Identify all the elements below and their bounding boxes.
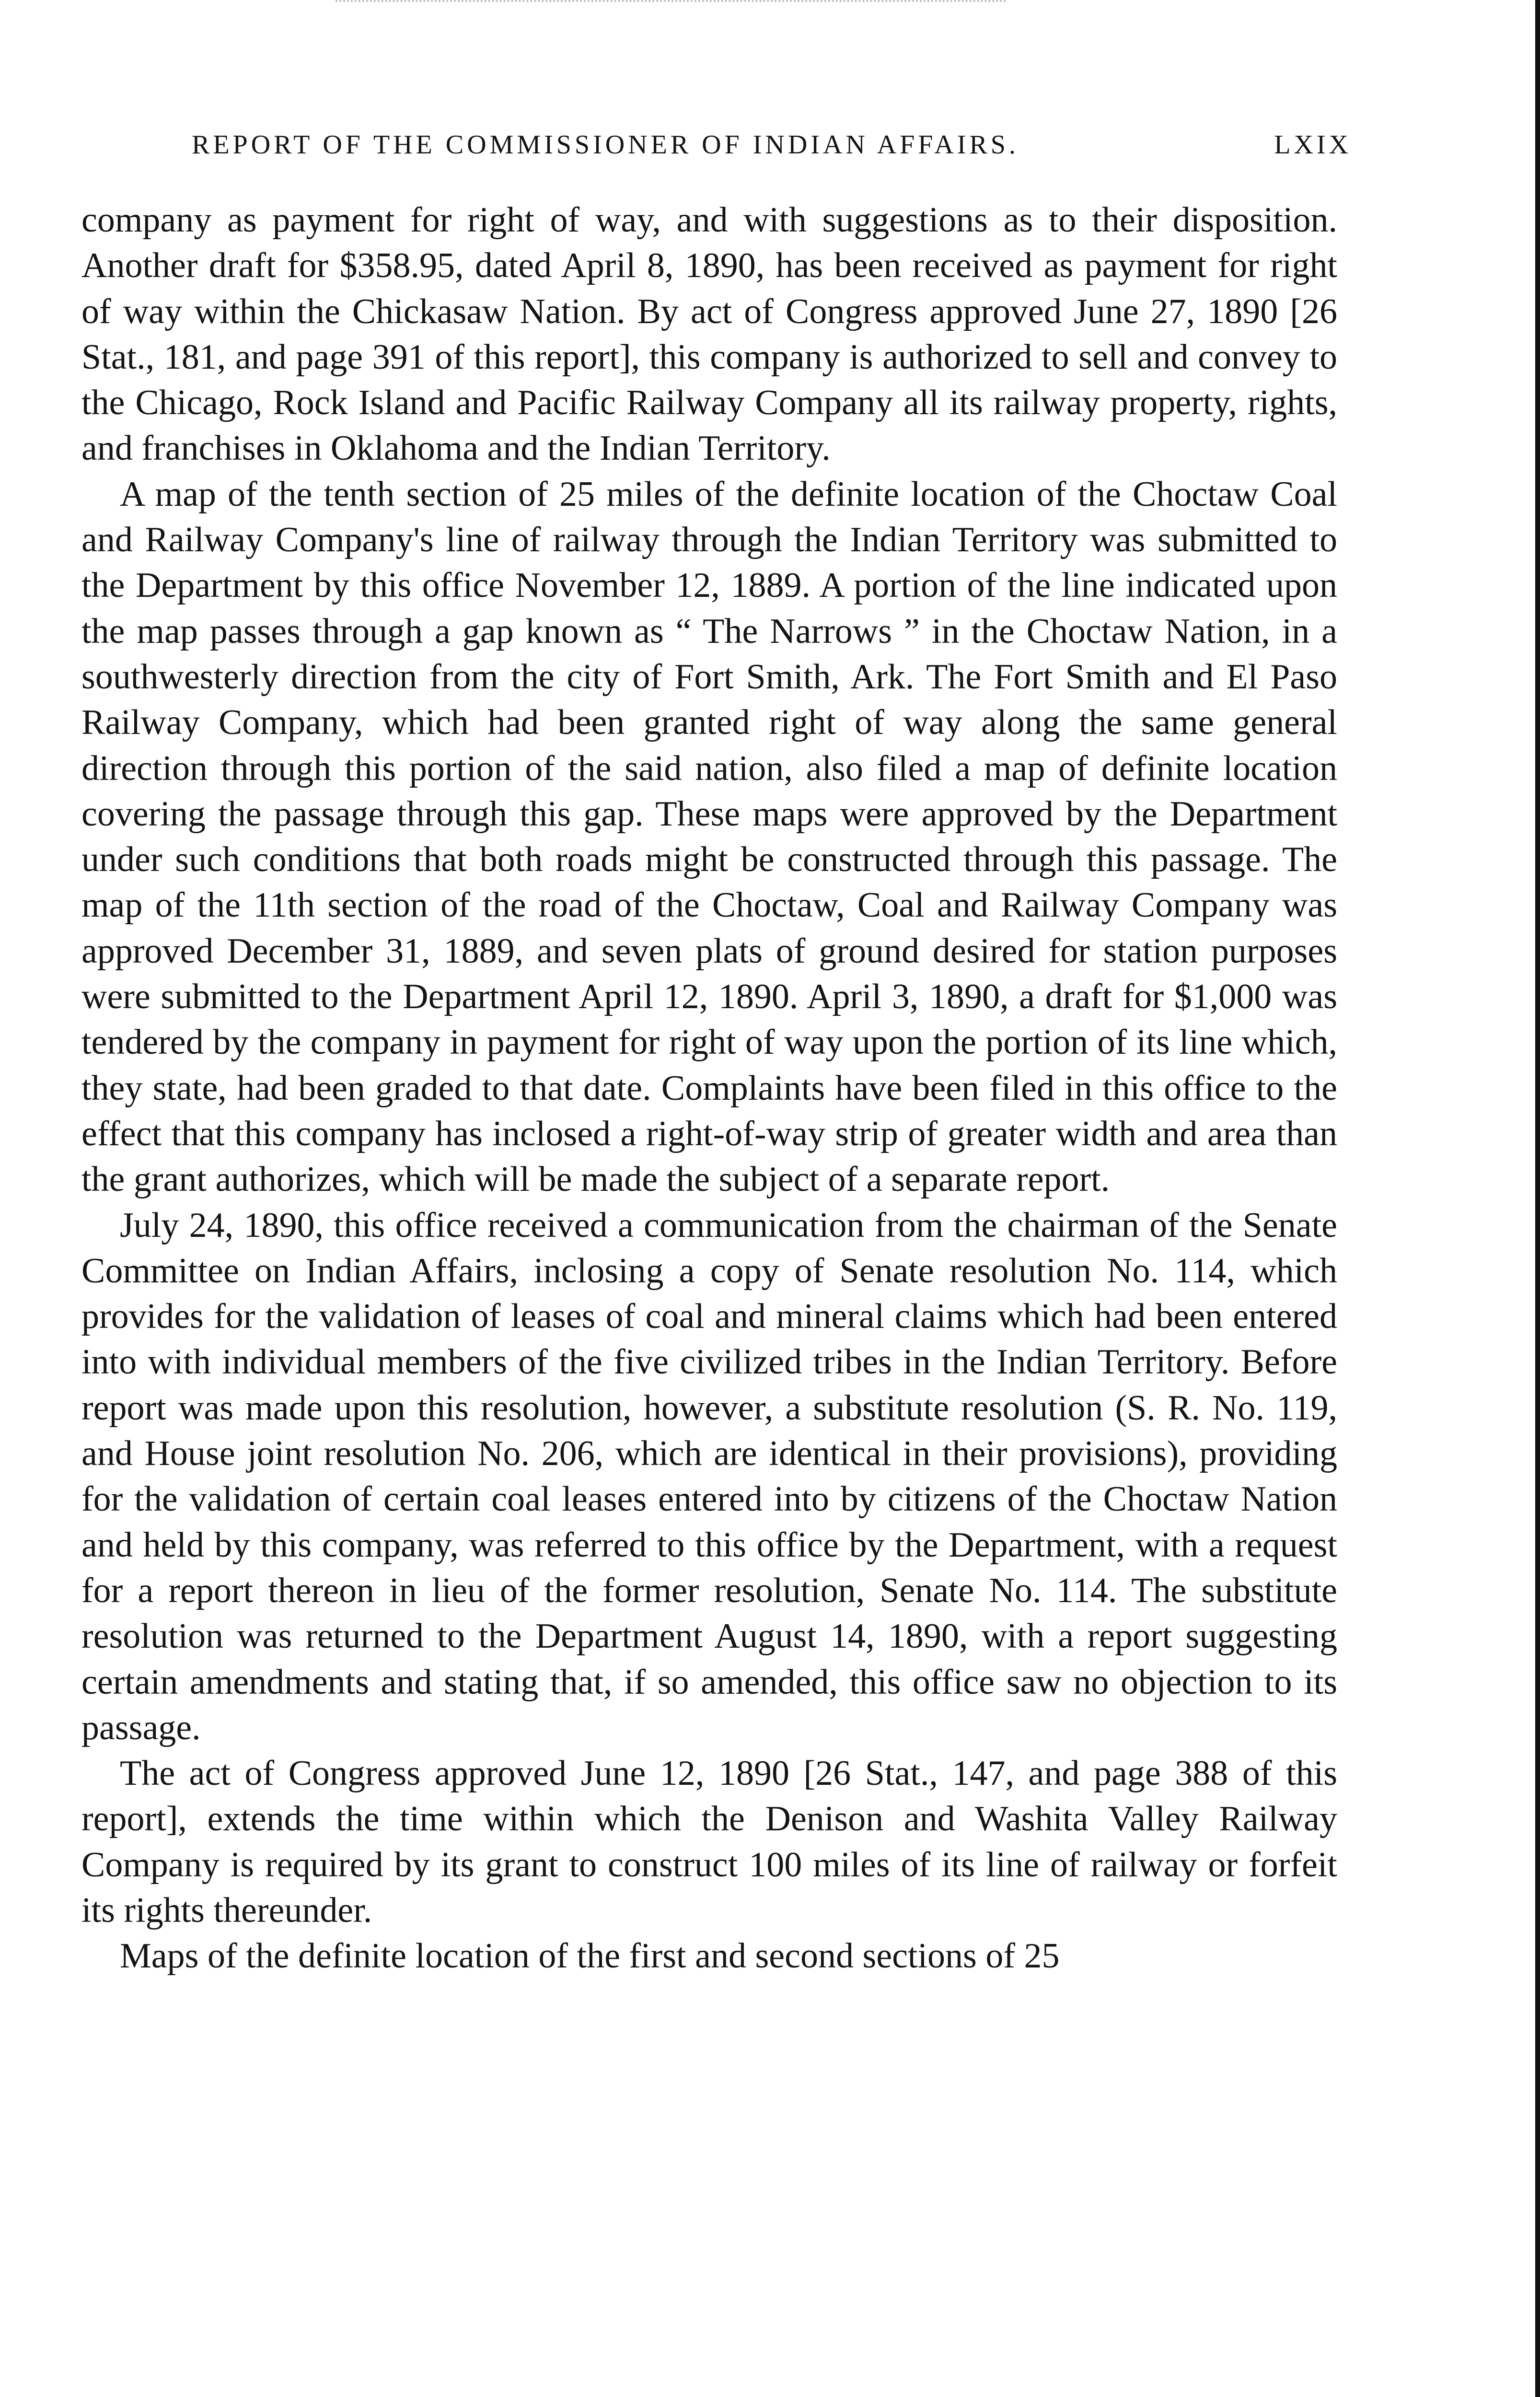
paragraph-choctaw-coal-railway: A map of the tenth section of 25 miles of the definite location of the Choctaw Coal and Railway Company's line of railway through the Indian Territory was submitted to the Department by this office November 12, 1889. A portion of the line indicated upon the map passes through a gap known as “ The Narrows ” in the Choctaw Nation, in a southwesterly direction from the city of Fort Smith, Ark. The Fort Smith and El Paso Railway Company, which had been granted right of way along the same general direction through this portion of the said nation, also filed a map of definite location covering the passage through this gap. These maps were approved by the Department under such conditions that both roads might be constructed through this passage. The map of the 11th section of the road of the Choctaw, Coal and Railway Company was approved December 31, 1889, and seven plats of ground desired for station purposes were submitted to the Department April 12, 1890. April 3, 1890, a draft for $1,000 was tendered by the company in payment for right of way upon the portion of its line which, they state, had been graded to that date. Complaints have been filed in this office to the effect that this company has inclosed a right-of-way strip of greater width and area than the grant authorizes, which will be made the subject of a separate report. <box>81 474 1337 1199</box>
paragraph-denison-washita: The act of Congress approved June 12, 1890 [26 Stat., 147, and page 388 of this report], extends the time within which the Denison and Washita Valley Railway Company is required by its grant to construct 100 miles of its line of railway or forfeit its rights thereunder. <box>81 1754 1337 1930</box>
body-text <box>81 198 1337 1979</box>
running-header <box>192 126 1352 164</box>
paragraph-1-continuation: company as payment for right of way, and with suggestions as to their disposition. Another draft for $358.95, dated April 8, 1890, has been received as payment for right of way within the Chickasaw Nation. By act of Congress approved June 27, 1890 [26 Stat., 181, and page 391 of this report], this company is authorized to sell and convey to the Chicago, Rock Island and Pacific Railway Company all its railway property, rights, and franchises in Oklahoma and the Indian Territory. <box>81 200 1337 468</box>
paragraph-maps-definite-location: Maps of the definite location of the first and second sections of 25 <box>120 1936 1060 1976</box>
running-title: REPORT OF THE COMMISSIONER OF INDIAN AFFAIRS. <box>192 130 1019 160</box>
paragraph-senate-resolution: July 24, 1890, this office received a communication from the chairman of the Senate Committee on Indian Affairs, inclosing a copy of Senate resolution No. 114, which provides for the validation of leases of coal and mineral claims which had been entered into with individual members of the five civilized tribes in the Indian Territory. Before report was made upon this resolution, however, a substitute resolution (S. R. No. 119, and House joint resolution No. 206, which are identical in their provisions), providing for the validation of certain coal leases entered into by citizens of the Choctaw Nation and held by this company, was referred to this office by the Department, with a request for a report thereon in lieu of the former resolution, Senate No. 114. The substitute resolution was returned to the Department August 14, 1890, with a report suggesting certain amendments and stating that, if so amended, this office saw no objection to its passage. <box>81 1205 1337 1747</box>
page-number: LXIX <box>1274 130 1352 160</box>
scan-artifact-top-edge <box>336 0 1007 13</box>
